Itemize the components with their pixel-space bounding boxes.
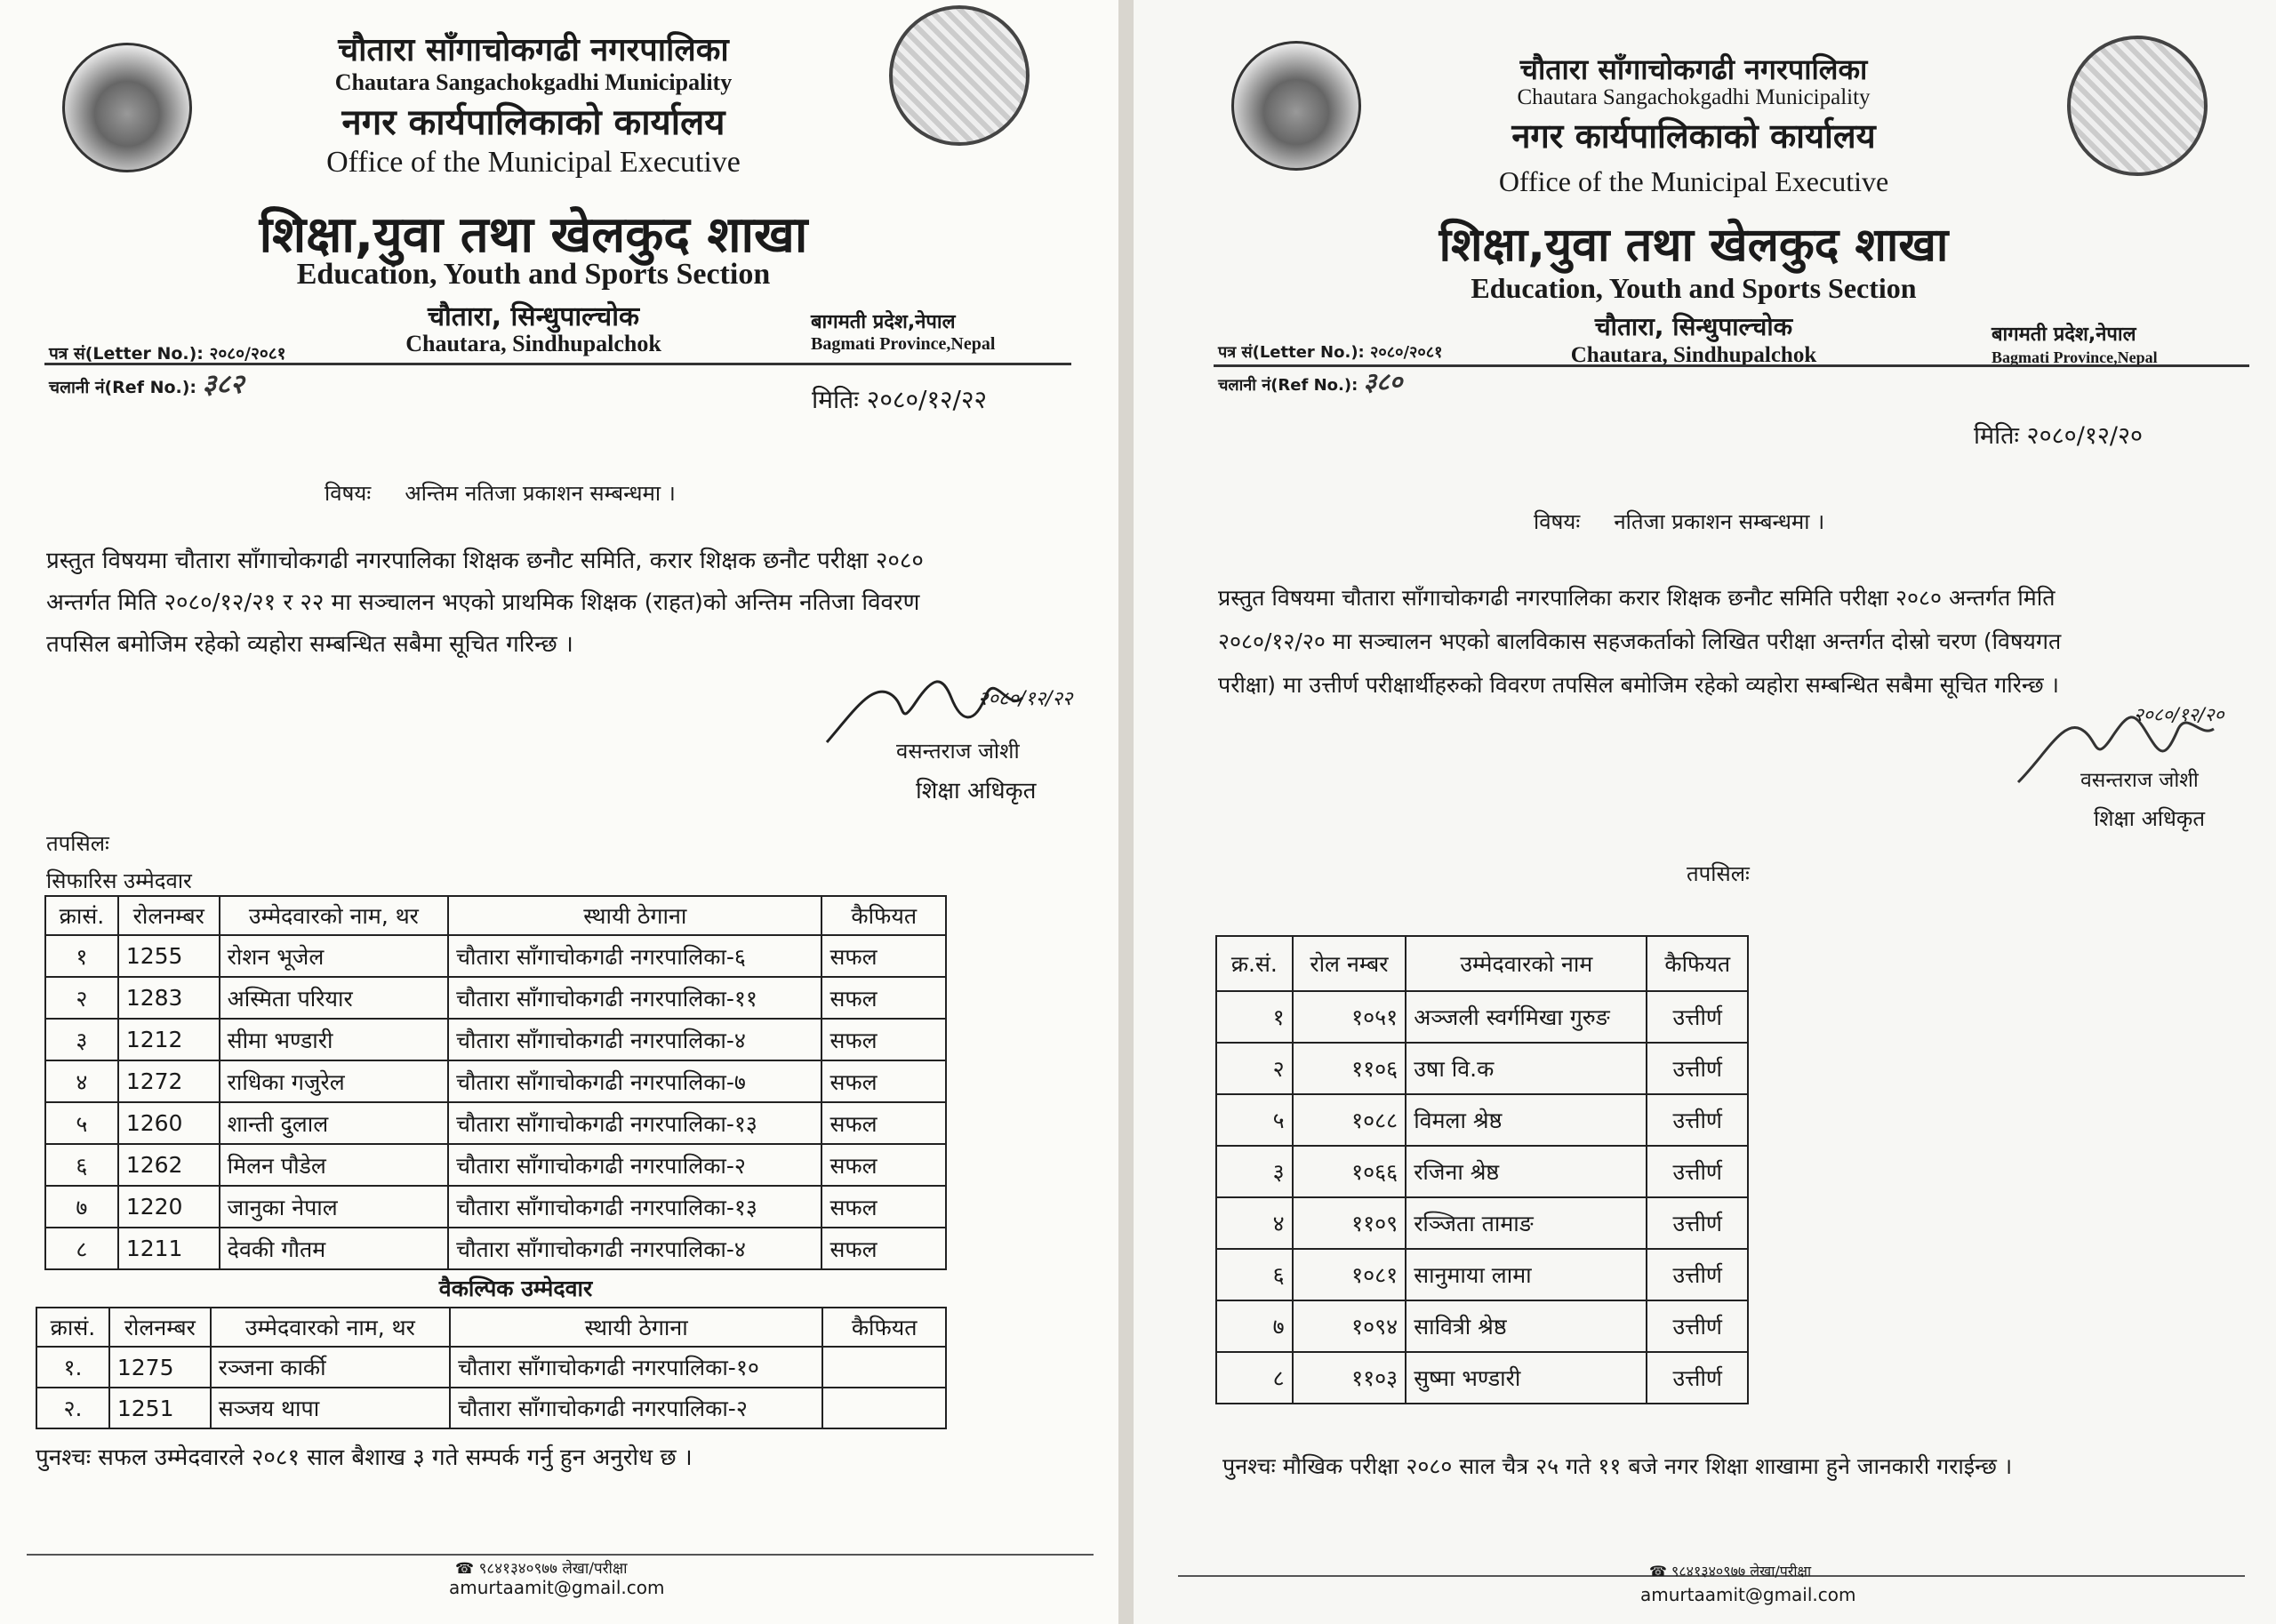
table-cell: १०५१ — [1293, 991, 1406, 1043]
table-cell: चौतारा साँगाचोकगढी नगरपालिका-२ — [450, 1388, 822, 1428]
table-cell: उत्तीर्ण — [1647, 1146, 1748, 1197]
table-cell: चौतारा साँगाचोकगढी नगरपालिका-४ — [448, 1019, 821, 1060]
header-divider — [44, 363, 1071, 365]
subject-text: अन्तिम नतिजा प्रकाशन सम्बन्धमा । — [405, 481, 676, 506]
postscript: पुनश्चः सफल उम्मेदवारले २०८१ साल बैशाख ३ गते सम्पर्क गर्नु हुन अनुरोध छ । — [36, 1444, 693, 1471]
place-english: Chautara, Sindhupalchok — [1570, 343, 1817, 367]
table-row — [45, 935, 946, 977]
column-header: क्रासं. — [45, 896, 118, 935]
table-cell: 1212 — [118, 1019, 220, 1060]
org-name-nepali: चौतारा साँगाचोकगढी नगरपालिका — [338, 32, 729, 68]
province-english: Bagmati Province,Nepal — [1992, 348, 2158, 366]
ref-number-value: ३८२ — [202, 369, 244, 400]
table-cell: ७ — [1216, 1300, 1293, 1352]
letter-date: मितिः २०८०/१२/२२ — [812, 385, 988, 414]
alternate-table — [36, 1307, 947, 1429]
recommended-label: सिफारिस उम्मेदवार — [46, 868, 192, 893]
subject-line — [1534, 507, 1824, 536]
table-cell: सुष्मा भण्डारी — [1406, 1352, 1647, 1404]
body-line: २०८०/१२/२० मा सञ्चालन भएको बालविकास सहजकर्ताको लिखित परीक्षा अन्तर्गत दोस्रो चरण (विषयगत — [1218, 628, 2062, 654]
table-cell: उत्तीर्ण — [1647, 1043, 1748, 1094]
table-row — [45, 1019, 946, 1060]
org-name-nepali: चौतारा साँगाचोकगढी नगरपालिका — [1519, 52, 1868, 86]
footer-phone: ☎ ९८४१३४०९७७ लेखा/परीक्षा — [455, 1560, 628, 1578]
table-cell: ११०६ — [1293, 1043, 1406, 1094]
body-line: प्रस्तुत विषयमा चौतारा साँगाचोकगढी नगरपालिका करार शिक्षक छनौट समिति परीक्षा २०८० अन्तर्गत मिति — [1218, 585, 2056, 611]
body-line: प्रस्तुत विषयमा चौतारा साँगाचोकगढी नगरपालिका शिक्षक छनौट समिति, करार शिक्षक छनौट परीक्षा २०८० — [46, 548, 924, 574]
table-cell: १०८१ — [1293, 1249, 1406, 1300]
table-cell: 1211 — [118, 1228, 220, 1269]
table-cell: चौतारा साँगाचोकगढी नगरपालिका-७ — [448, 1060, 821, 1102]
footer-email: amurtaamit@gmail.com — [449, 1577, 665, 1598]
footer-divider — [27, 1554, 1094, 1556]
right-document — [1134, 0, 2276, 1624]
table-cell: ३ — [1216, 1146, 1293, 1197]
letter-number — [1218, 341, 1443, 363]
column-header: कैफियत — [822, 1308, 946, 1347]
table-header-row — [45, 896, 946, 935]
body-paragraph — [46, 540, 1095, 666]
table-cell: 1283 — [118, 977, 220, 1019]
table-cell: उत्तीर्ण — [1647, 991, 1748, 1043]
subject-line — [325, 478, 676, 508]
table-row — [1216, 1043, 1748, 1094]
table-row — [1216, 1197, 1748, 1249]
table-row — [1216, 1249, 1748, 1300]
table-cell: सावित्री श्रेष्ठ — [1406, 1300, 1647, 1352]
table-cell: सफल — [821, 1019, 946, 1060]
table-row — [36, 1388, 946, 1428]
letter-number-value: २०८०/२०८१ — [209, 344, 286, 364]
signature-date: २०८०/१२/२० — [2134, 704, 2224, 725]
table-cell: 1260 — [118, 1102, 220, 1144]
table-cell: चौतारा साँगाचोकगढी नगरपालिका-१० — [450, 1347, 822, 1388]
table-cell: १. — [36, 1347, 109, 1388]
nepal-emblem-icon — [1231, 41, 1361, 171]
annex-label: तपसिलः — [1687, 861, 1750, 886]
column-header: रोलनम्बर — [118, 896, 220, 935]
table-cell: चौतारा साँगाचोकगढी नगरपालिका-११ — [448, 977, 821, 1019]
subject-label: विषयः — [1534, 509, 1581, 534]
column-header: स्थायी ठेगाना — [448, 896, 821, 935]
signatory-name: वसन्तराज जोशी — [896, 739, 1020, 764]
ref-number-label: चलानी नं(Ref No.): — [1218, 376, 1358, 395]
table-cell: २ — [1216, 1043, 1293, 1094]
table-cell: रञ्जिता तामाङ — [1406, 1197, 1647, 1249]
column-header: क्र.सं. — [1216, 936, 1293, 991]
table-cell: 1272 — [118, 1060, 220, 1102]
alternate-label: वैकल्पिक उम्मेदवार — [438, 1276, 593, 1301]
municipality-seal-icon — [2067, 36, 2208, 176]
ref-number — [1218, 364, 1402, 398]
table-cell: २ — [45, 977, 118, 1019]
table-cell: 1220 — [118, 1186, 220, 1228]
table-cell: अञ्जली स्वर्गमिखा गुरुङ — [1406, 991, 1647, 1043]
annex-label: तपसिलः — [46, 831, 109, 856]
table-cell: १०६६ — [1293, 1146, 1406, 1197]
table-cell: सफल — [821, 1060, 946, 1102]
nepal-emblem-icon — [62, 43, 192, 172]
table-cell: सफल — [821, 935, 946, 977]
table-row — [45, 1144, 946, 1186]
table-row — [1216, 1146, 1748, 1197]
table-row — [45, 1228, 946, 1269]
table-cell: चौतारा साँगाचोकगढी नगरपालिका-१३ — [448, 1102, 821, 1144]
table-cell: ११०३ — [1293, 1352, 1406, 1404]
subject-label: विषयः — [325, 481, 372, 506]
province-nepali: बागमती प्रदेश,नेपाल — [1992, 324, 2136, 346]
table-cell: चौतारा साँगाचोकगढी नगरपालिका-६ — [448, 935, 821, 977]
table-cell: शान्ती दुलाल — [220, 1102, 448, 1144]
recommended-table — [44, 895, 947, 1270]
table-row — [36, 1347, 946, 1388]
office-name-english: Office of the Municipal Executive — [326, 146, 741, 179]
table-cell: चौतारा साँगाचोकगढी नगरपालिका-१३ — [448, 1186, 821, 1228]
table-cell: ४ — [1216, 1197, 1293, 1249]
column-header: उम्मेदवारको नाम — [1406, 936, 1647, 991]
table-cell: २. — [36, 1388, 109, 1428]
column-header: क्रासं. — [36, 1308, 109, 1347]
header-divider — [1214, 364, 2249, 367]
column-header: कैफियत — [1647, 936, 1748, 991]
table-cell: सफल — [821, 1144, 946, 1186]
body-line: अन्तर्गत मिति २०८०/१२/२१ र २२ मा सञ्चालन भएको प्राथमिक शिक्षक (राहत)को अन्तिम नतिजा विवरण — [46, 589, 920, 616]
table-cell: ५ — [1216, 1094, 1293, 1146]
org-name-english: Chautara Sangachokgadhi Municipality — [334, 69, 733, 95]
ref-number — [49, 364, 244, 401]
province-nepali: बागमती प्रदेश,नेपाल — [811, 311, 956, 333]
table-cell: ८ — [1216, 1352, 1293, 1404]
postscript: पुनश्चः मौखिक परीक्षा २०८० साल चैत्र २५ गते ११ बजे नगर शिक्षा शाखामा हुने जानकारी गराईन्छ । — [1222, 1453, 2013, 1479]
table-cell: 1251 — [109, 1388, 211, 1428]
table-cell: उत्तीर्ण — [1647, 1197, 1748, 1249]
table-cell: राधिका गजुरेल — [220, 1060, 448, 1102]
table-cell: 1275 — [109, 1347, 211, 1388]
table-cell: ७ — [45, 1186, 118, 1228]
table-cell — [822, 1347, 946, 1388]
letter-number-label: पत्र सं(Letter No.): — [1218, 343, 1365, 362]
column-header: रोल नम्बर — [1293, 936, 1406, 991]
results-table — [1215, 935, 1749, 1404]
table-header-row — [36, 1308, 946, 1347]
table-cell: विमला श्रेष्ठ — [1406, 1094, 1647, 1146]
table-cell: रोशन भूजेल — [220, 935, 448, 977]
table-cell: सफल — [821, 1228, 946, 1269]
place-english: Chautara, Sindhupalchok — [405, 331, 661, 356]
signature-date: २०८०/१२/२२ — [978, 688, 1073, 710]
ref-number-value: ३८० — [1363, 367, 1403, 396]
table-cell: १०९४ — [1293, 1300, 1406, 1352]
table-cell: ३ — [45, 1019, 118, 1060]
footer-email: amurtaamit@gmail.com — [1640, 1584, 1856, 1605]
table-cell: चौतारा साँगाचोकगढी नगरपालिका-२ — [448, 1144, 821, 1186]
table-cell: चौतारा साँगाचोकगढी नगरपालिका-४ — [448, 1228, 821, 1269]
column-header: स्थायी ठेगाना — [450, 1308, 822, 1347]
table-cell: १ — [1216, 991, 1293, 1043]
table-cell: ४ — [45, 1060, 118, 1102]
column-header: उम्मेदवारको नाम, थर — [220, 896, 448, 935]
table-row — [45, 977, 946, 1019]
subject-text: नतिजा प्रकाशन सम्बन्धमा । — [1614, 509, 1825, 534]
table-row — [1216, 991, 1748, 1043]
signatory-title: शिक्षा अधिकृत — [2094, 806, 2206, 831]
table-cell: रञ्जना कार्की — [211, 1347, 450, 1388]
table-cell: उत्तीर्ण — [1647, 1352, 1748, 1404]
table-cell: ८ — [45, 1228, 118, 1269]
table-cell: उत्तीर्ण — [1647, 1094, 1748, 1146]
table-cell: देवकी गौतम — [220, 1228, 448, 1269]
letter-number-label: पत्र सं(Letter No.): — [49, 344, 204, 364]
municipality-seal-icon — [889, 5, 1030, 146]
table-cell: ५ — [45, 1102, 118, 1144]
table-cell: जानुका नेपाल — [220, 1186, 448, 1228]
table-cell: मिलन पौडेल — [220, 1144, 448, 1186]
column-header: रोलनम्बर — [109, 1308, 211, 1347]
section-name-nepali: शिक्षा,युवा तथा खेलकुद शाखा — [259, 206, 808, 264]
table-cell: ६ — [1216, 1249, 1293, 1300]
column-header: उम्मेदवारको नाम, थर — [211, 1308, 450, 1347]
table-cell: उत्तीर्ण — [1647, 1249, 1748, 1300]
office-name-english: Office of the Municipal Executive — [1498, 165, 1889, 197]
footer-phone: ☎ ९८४१३४०९७७ लेखा/परीक्षा — [1649, 1563, 1812, 1580]
table-cell: अस्मिता परियार — [220, 977, 448, 1019]
table-row — [45, 1060, 946, 1102]
place-nepali: चौतारा, सिन्धुपाल्चोक — [427, 301, 640, 332]
org-name-english: Chautara Sangachokgadhi Municipality — [1517, 85, 1871, 109]
letter-number — [49, 341, 286, 364]
table-cell: 1255 — [118, 935, 220, 977]
body-line: परीक्षा) मा उत्तीर्ण परीक्षार्थीहरुको विवरण तपसिल बमोजिम रहेको व्यहोरा सम्बन्धित सबैमा सूचित गरिन्छ । — [1218, 672, 2060, 698]
letter-number-value: २०८०/२०८१ — [1370, 343, 1443, 362]
section-name-english: Education, Youth and Sports Section — [1471, 272, 1917, 304]
body-line: तपसिल बमोजिम रहेको व्यहोरा सम्बन्धित सबैमा सूचित गरिन्छ । — [46, 631, 573, 658]
table-cell: १ — [45, 935, 118, 977]
signatory-title: शिक्षा अधिकृत — [916, 778, 1037, 804]
table-cell: सफल — [821, 977, 946, 1019]
place-nepali: चौतारा, सिन्धुपाल्चोक — [1594, 312, 1793, 341]
table-row — [45, 1186, 946, 1228]
office-name-nepali: नगर कार्यपालिकाको कार्यालय — [1511, 116, 1876, 156]
ref-number-label: चलानी नं(Ref No.): — [49, 378, 197, 397]
table-cell: उषा वि.क — [1406, 1043, 1647, 1094]
table-row — [1216, 1094, 1748, 1146]
office-name-nepali: नगर कार्यपालिकाको कार्यालय — [341, 102, 725, 143]
table-cell: सीमा भण्डारी — [220, 1019, 448, 1060]
table-cell: सञ्जय थापा — [211, 1388, 450, 1428]
table-row — [1216, 1352, 1748, 1404]
table-cell — [822, 1388, 946, 1428]
left-document — [0, 0, 1118, 1624]
table-cell: रजिना श्रेष्ठ — [1406, 1146, 1647, 1197]
section-name-english: Education, Youth and Sports Section — [296, 258, 771, 291]
table-cell: 1262 — [118, 1144, 220, 1186]
table-header-row — [1216, 936, 1748, 991]
table-cell: सफल — [821, 1102, 946, 1144]
table-cell: सफल — [821, 1186, 946, 1228]
section-name-nepali: शिक्षा,युवा तथा खेलकुद शाखा — [1439, 219, 1949, 272]
table-cell: ६ — [45, 1144, 118, 1186]
letter-date: मितिः २०८०/१२/२० — [1974, 422, 2144, 450]
table-cell: उत्तीर्ण — [1647, 1300, 1748, 1352]
table-row — [45, 1102, 946, 1144]
table-cell: सानुमाया लामा — [1406, 1249, 1647, 1300]
signatory-name: वसन्तराज जोशी — [2080, 769, 2199, 792]
province-english: Bagmati Province,Nepal — [811, 334, 996, 354]
column-header: कैफियत — [821, 896, 946, 935]
table-cell: ११०९ — [1293, 1197, 1406, 1249]
table-row — [1216, 1300, 1748, 1352]
table-cell: १०८८ — [1293, 1094, 1406, 1146]
